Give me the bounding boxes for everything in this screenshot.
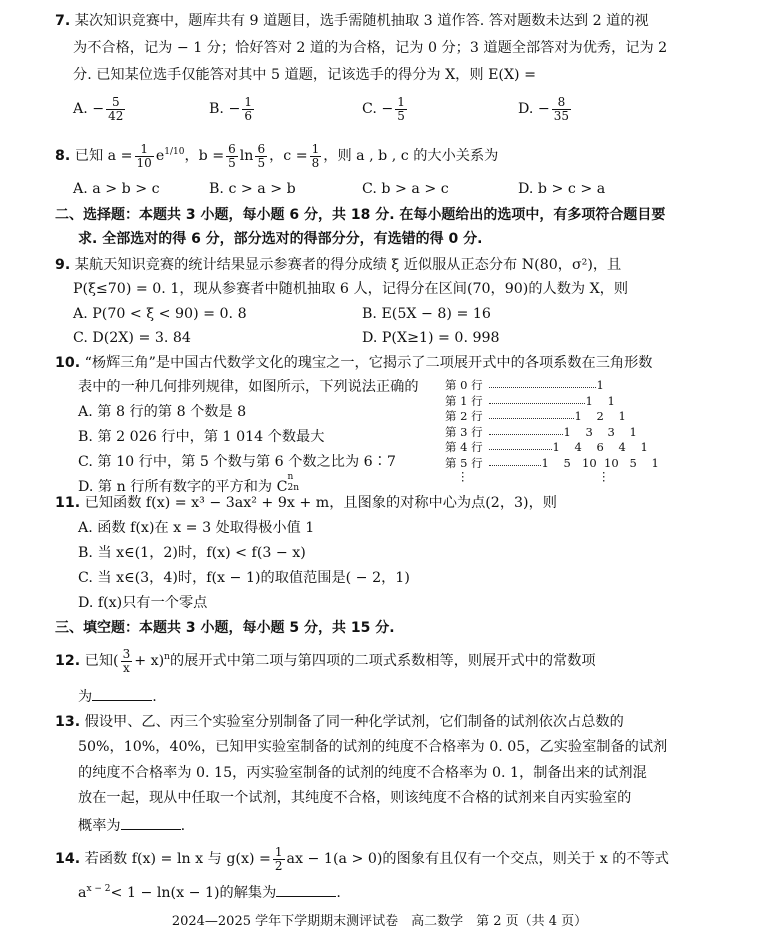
triangle-value: 4: [618, 440, 626, 454]
question-7-number: 7.: [55, 13, 71, 29]
question-13-text-4: 放在一起，现从中任取一个试剂，其纯度不合格，则该纯度不合格的试剂来自丙实验室的: [78, 790, 632, 806]
question-12-line-2: [78, 688, 157, 704]
option-text: D. 第 n 行所有数字的平方和为 C: [78, 479, 288, 495]
section-3-heading: 三、填空题：本题共 3 小题，每小题 5 分，共 15 分.: [55, 620, 395, 636]
question-13-text-1: 假设甲、乙、丙三个实验室分别制备了同一种化学试剂，它们制备的试剂依次占总数的: [84, 714, 624, 730]
fraction: [242, 96, 254, 122]
question-13-line5-pre: 概率为: [78, 818, 121, 834]
answer-blank[interactable]: [92, 688, 152, 701]
question-7-text-3: 分. 已知某位选手仅能答对其中 5 道题，记该选手的得分为 X，则 E(X) =: [73, 67, 536, 83]
question-10-option-d[interactable]: [78, 472, 301, 495]
question-12-number: 12.: [55, 653, 81, 670]
triangle-dotted-leader: [489, 442, 552, 450]
question-14-line-2: [78, 884, 341, 900]
question-8-option-b[interactable]: B. c > a > b: [209, 181, 296, 197]
question-13-line-5: [78, 817, 185, 833]
triangle-dotted-leader: [489, 411, 574, 419]
fraction: [121, 648, 133, 674]
question-8-number: 8.: [55, 148, 71, 165]
question-13-text-3: 的纯度不合格率为 0. 15，丙实验室制备的试剂的纯度不合格率为 0. 1，制备出来的试剂混: [78, 765, 647, 781]
option-label: C. −: [362, 101, 394, 118]
question-11-text-1: 已知函数 f(x) = x³ − 3ax² + 9x + m，且图象的对称中心为点(2，3)，则: [84, 495, 557, 511]
question-9-option-d[interactable]: D. P(X≥1) = 0. 998: [362, 330, 500, 346]
fraction-c: [310, 143, 322, 169]
triangle-value: 1: [596, 378, 604, 392]
triangle-row-label: 第 4 行: [445, 440, 483, 454]
triangle-row-label: 第 5 行: [445, 455, 483, 470]
denominator: 6: [244, 108, 252, 123]
question-7-option-d[interactable]: [518, 96, 573, 122]
fraction: [552, 96, 571, 122]
triangle-value: 1: [563, 424, 571, 439]
triangle-dotted-leader: [489, 380, 596, 388]
question-9-option-b[interactable]: B. E(5X − 8) = 16: [362, 306, 491, 322]
question-13-text-2: 50%，10%，40%，已知甲实验室制备的试剂的纯度不合格率为 0. 05，乙实验室制备的试剂: [78, 739, 668, 755]
triangle-value: 3: [607, 424, 615, 439]
ln-text: ln: [239, 148, 254, 165]
fraction: [106, 96, 125, 122]
question-11-option-c[interactable]: C. 当 x∈(3，4)时，f(x − 1)的取值范围是( − 2，1): [78, 570, 410, 586]
question-14-line-1: [55, 846, 669, 872]
question-9-number: 9.: [55, 257, 71, 273]
question-11-option-a[interactable]: A. 函数 f(x)在 x = 3 处取得极小值 1: [78, 520, 315, 536]
fraction: [273, 846, 285, 872]
question-12-mid: + x): [134, 653, 165, 670]
denominator: 5: [397, 108, 405, 123]
denominator: 5: [228, 155, 236, 170]
question-12-line2-post: .: [152, 689, 157, 705]
denominator: 5: [257, 155, 266, 170]
question-8-b: ，b =: [184, 148, 225, 165]
section-2-heading-2: 求. 全部选对的得 6 分，部分选对的得部分分，有选错的得 0 分.: [78, 231, 483, 247]
triangle-row: [445, 455, 685, 474]
question-8-option-c[interactable]: C. b > a > c: [362, 181, 449, 197]
combination-superscript: n: [287, 472, 294, 482]
triangle-value: 1: [585, 393, 593, 408]
question-11-option-d[interactable]: D. f(x)只有一个零点: [78, 595, 208, 611]
triangle-value: 1: [640, 440, 648, 454]
triangle-value: 4: [574, 440, 582, 454]
question-8-post: ，则 a , b , c 的大小关系为: [323, 148, 499, 165]
triangle-value: 1: [541, 455, 549, 470]
question-11-line-1: [55, 496, 557, 510]
triangle-value: 6: [596, 440, 604, 454]
question-10-option-c[interactable]: C. 第 10 行中，第 5 个数与第 6 个数之比为 6∶7: [78, 454, 396, 470]
triangle-value: 1: [574, 409, 582, 423]
question-14-line2-post: .: [336, 885, 341, 901]
section-2-heading-1: 二、选择题：本题共 3 小题，每小题 6 分，共 18 分. 在每小题给出的选项中，有多项符合题目要: [55, 207, 666, 223]
triangle-value: 1: [629, 424, 637, 439]
triangle-dotted-leader: [489, 396, 585, 404]
option-label: B. −: [209, 101, 241, 118]
question-7-text-1: 某次知识竞赛中，题库共有 9 道题目，选手需随机抽取 3 道作答. 答对题数未达到 2 道的视: [74, 13, 649, 29]
question-13-line5-post: .: [180, 818, 186, 834]
numerator: 1: [311, 142, 320, 156]
question-8-option-a[interactable]: A. a > b > c: [73, 181, 160, 197]
fraction-b: [226, 143, 238, 169]
numerator: 1: [135, 143, 154, 157]
numerator: 6: [257, 142, 266, 156]
answer-blank[interactable]: [121, 817, 181, 830]
numerator: 5: [106, 96, 125, 110]
triangle-row-label: 第 2 行: [445, 409, 483, 423]
question-10-text-2: 表中的一种几何排列规律，如图所示，下列说法正确的: [78, 379, 419, 395]
question-8-c: ，c =: [269, 148, 308, 165]
combination-subscript: 2n: [287, 483, 300, 493]
question-14-post: ax − 1(a > 0)的图象有且仅有一个交点，则关于 x 的不等式: [286, 851, 669, 868]
question-11-option-b[interactable]: B. 当 x∈(1，2)时，f(x) < f(3 − x): [78, 545, 306, 561]
option-label: D. −: [518, 101, 550, 118]
exponent: n: [164, 652, 170, 663]
question-12-post: 的展开式中第二项与第四项的二项式系数相等，则展开式中的常数项: [169, 653, 596, 670]
exp-power: 1/10: [164, 147, 185, 158]
question-10-line-1: [55, 356, 652, 370]
denominator: 8: [311, 155, 320, 170]
question-11-number: 11.: [55, 495, 81, 511]
triangle-dotted-leader: [489, 427, 563, 435]
denominator: 35: [553, 108, 570, 123]
question-7-line-1: [55, 14, 649, 28]
question-10-option-a[interactable]: A. 第 8 行的第 8 个数是 8: [78, 404, 247, 420]
yanghui-triangle-figure: [445, 380, 685, 488]
question-8-pre: 已知 a =: [74, 148, 133, 165]
question-9-option-c[interactable]: C. D(2X) = 3. 84: [73, 330, 191, 346]
question-10-text-1: “杨辉三角”是中国古代数学文化的瑰宝之一，它揭示了二项展开式中的各项系数在三角形数: [84, 355, 653, 371]
question-13-line-1: [55, 715, 624, 729]
numerator: 6: [228, 142, 236, 156]
answer-blank[interactable]: [276, 884, 336, 897]
triangle-value: 10: [582, 455, 597, 470]
question-10-number: 10.: [55, 355, 81, 371]
question-14-line2-mid: < 1 − ln(x − 1)的解集为: [110, 885, 277, 901]
question-9-text-1: 某航天知识竞赛的统计结果显示参赛者的得分成绩 ξ 近似服从正态分布 N(80，σ²)，且: [74, 257, 622, 273]
question-12-line-1: [55, 648, 596, 674]
power-exponent: x − 2: [86, 884, 111, 894]
question-9-text-2: P(ξ≤70) = 0. 1，现从参赛者中随机抽取 6 人，记得分在区间(70，90)的人数为 X，则: [73, 281, 629, 297]
question-7-option-b[interactable]: [209, 96, 256, 122]
question-12-pre: 已知(: [84, 653, 119, 670]
denominator: 42: [108, 108, 124, 123]
fraction-a: [135, 143, 154, 169]
exp-base: e: [155, 148, 165, 165]
question-10-option-b[interactable]: B. 第 2 026 行中，第 1 014 个数最大: [78, 429, 325, 445]
question-7-option-a[interactable]: [73, 96, 127, 122]
triangle-ellipsis-right: ⋮: [598, 469, 610, 483]
triangle-value: 5: [629, 455, 637, 470]
question-7-option-c[interactable]: [362, 96, 409, 122]
triangle-value: 1: [618, 409, 626, 423]
combination-indices: [287, 472, 301, 493]
triangle-value: 2: [596, 409, 604, 423]
question-8-option-d[interactable]: D. b > c > a: [518, 181, 606, 197]
question-12-line2-pre: 为: [78, 689, 93, 705]
denominator: 2: [274, 858, 283, 873]
numerator: 1: [244, 95, 252, 109]
question-14-pre: 若函数 f(x) = ln x 与 g(x) =: [84, 851, 271, 868]
option-label: A. −: [73, 101, 105, 118]
triangle-dotted-leader: [489, 458, 541, 466]
numerator: 8: [552, 96, 571, 110]
denominator: 10: [136, 155, 152, 170]
question-9-line-1: [55, 258, 621, 272]
triangle-row-label: 第 1 行: [445, 393, 483, 408]
triangle-value: 1: [552, 440, 560, 454]
triangle-ellipsis-left: ⋮: [457, 469, 469, 483]
fraction: [395, 96, 407, 122]
power-base: a: [78, 885, 87, 901]
triangle-value: 10: [604, 455, 619, 470]
numerator: 1: [397, 95, 405, 109]
fraction-b2: [255, 143, 267, 169]
triangle-value: 1: [607, 393, 615, 408]
page-footer: 2024—2025 学年下学期期末测评试卷 高二数学 第 2 页（共 4 页）: [171, 914, 588, 929]
question-13-number: 13.: [55, 714, 81, 730]
numerator: 1: [274, 845, 283, 859]
numerator: 3: [122, 647, 131, 661]
triangle-value: 5: [563, 455, 571, 470]
triangle-value: 1: [651, 455, 659, 470]
question-9-option-a[interactable]: A. P(70 < ξ < 90) = 0. 8: [73, 306, 247, 322]
question-7-text-2: 为不合格，记为 − 1 分；恰好答对 2 道的为合格，记为 0 分；3 道题全部答对为优秀，记为 2: [73, 40, 668, 56]
question-8-line-1: [55, 143, 498, 169]
denominator: x: [123, 660, 130, 675]
question-14-number: 14.: [55, 851, 81, 868]
triangle-row-label: 第 0 行: [445, 378, 483, 392]
triangle-row-label: 第 3 行: [445, 424, 483, 439]
triangle-value: 3: [585, 424, 593, 439]
